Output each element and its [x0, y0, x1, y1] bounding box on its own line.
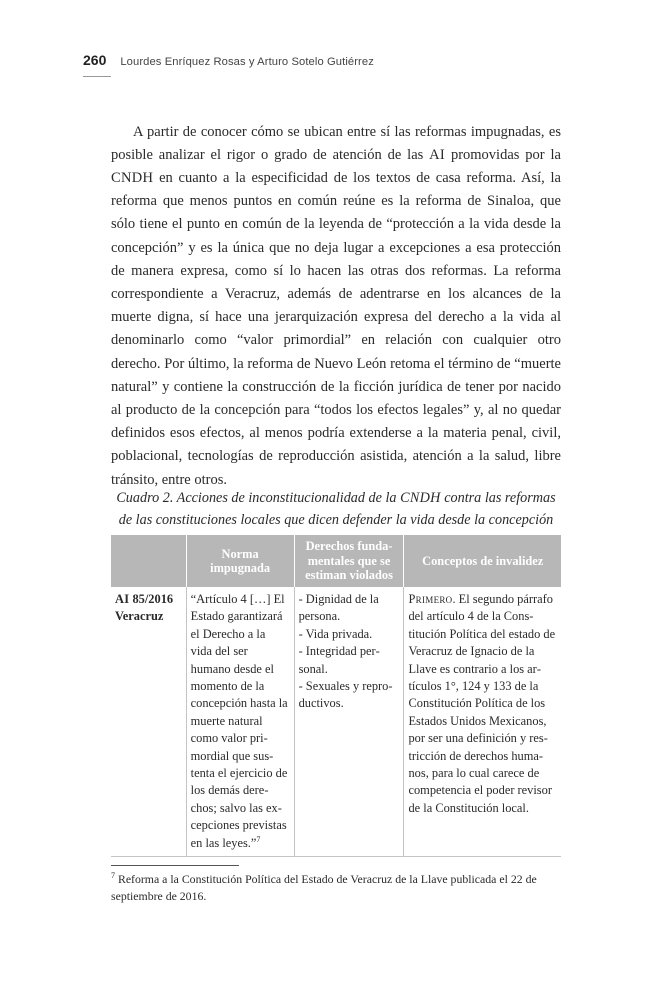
- cell-id-text: 85/2016 Veracruz: [115, 592, 174, 624]
- footnote-number: 7: [111, 871, 115, 881]
- header-id: [111, 535, 186, 587]
- abbr-ai: AI: [115, 592, 130, 606]
- page-header: [83, 52, 374, 68]
- body-text-segment: en cuanto a la especificidad de los textos de casa reforma. Así, la reforma que menos puntos en común reúne es la reforma de Sinaloa, que sólo tiene el punto en común de la leyenda de “protección a la vida desde la concepción” y es la única que no deja lugar a excepciones a esa protección de manera expresa, como sí lo hacen las otras dos reformas. La reforma correspondiente a Veracruz, además de adentrarse en los alcances de la muerte digna, sí hace una jerarquización expresa del derecho a la vida al denominarlo como “valor primordial” en relación con cualquier otro derecho. Por último, la reforma de Nuevo León retoma el término de “muerte natural” y contiene la construcción de la ficción jurídica de tener por nacido al producto de la concepción para “todos los efectos legales” y, al no quedar definidos esos efectos, al menos podría extenderse a la materia penal, civil, poblacional, tecnologías de reproducción asistida, atención a la salud, libre tránsito, entre otros.: [111, 169, 561, 488]
- cell-id: [111, 587, 186, 857]
- running-head: Lourdes Enríquez Rosas y Arturo Sotelo Gutiérrez: [120, 56, 374, 68]
- header-conceptos: Conceptos de invalidez: [404, 535, 561, 587]
- caption-text: contra las reformas de las constituciones locales que dicen defender la vida desde la concepción: [118, 490, 556, 528]
- table-caption: [111, 488, 561, 531]
- cell-norma-text: “Artículo 4 […] El Estado garantizará el Derecho a la vida del ser humano desde el momento de la concepción hasta la muerte natural como valor primordial que sustenta el ejercicio de los demás derechos; salvo las excepciones previstas en las leyes.”: [190, 592, 288, 850]
- body-text-segment: A partir de conocer cómo se ubican entre sí las reformas impugnadas, es posible analizar el rigor o grado de atención de las: [111, 123, 561, 163]
- abbr-cndh: CNDH: [400, 490, 441, 506]
- table-row: [111, 587, 561, 857]
- caption-text: Cuadro 2. Acciones de inconstitucionalidad de la: [116, 490, 401, 506]
- cell-conceptos-lead: Primero: [408, 592, 453, 606]
- body-paragraph: [111, 121, 561, 492]
- footnote-rule: [111, 865, 239, 866]
- footnote-ref: 7: [256, 834, 261, 844]
- header-norma: Norma impugnada: [186, 535, 294, 587]
- abbr-ai: AI: [429, 146, 446, 163]
- actions-table: [111, 535, 561, 857]
- footnote: [111, 871, 563, 904]
- header-derechos: Derechos fundamentales que se estiman violados: [294, 535, 404, 587]
- footnote-text: Reforma a la Constitución Política del Estado de Veracruz de la Llave publicada el 22 de septiembre de 2016.: [111, 872, 537, 903]
- cell-conceptos: [404, 587, 561, 857]
- cell-derechos: - Dignidad de la persona. - Vida privada. - Integridad personal. - Sexuales y reproductivos.: [294, 587, 404, 857]
- abbr-cndh: CNDH: [111, 169, 154, 186]
- cell-norma: [186, 587, 294, 857]
- header-rule: [83, 76, 111, 77]
- body-text-segment: promovidas por la: [445, 146, 561, 163]
- page-number: 260: [83, 52, 107, 68]
- table-header-row: [111, 535, 561, 587]
- cell-conceptos-text: . El segundo párrafo del artículo 4 de la Constitución Política del estado de Veracruz de Ignacio de la Llave es contrario a los artículos 1°, 124 y 133 de la Constitución Política de los Estados Unidos Mexicanos, por ser una definición y restricción de derechos humanos, para lo cual carece de competencia el poder revisor de la Constitución local.: [408, 592, 556, 815]
